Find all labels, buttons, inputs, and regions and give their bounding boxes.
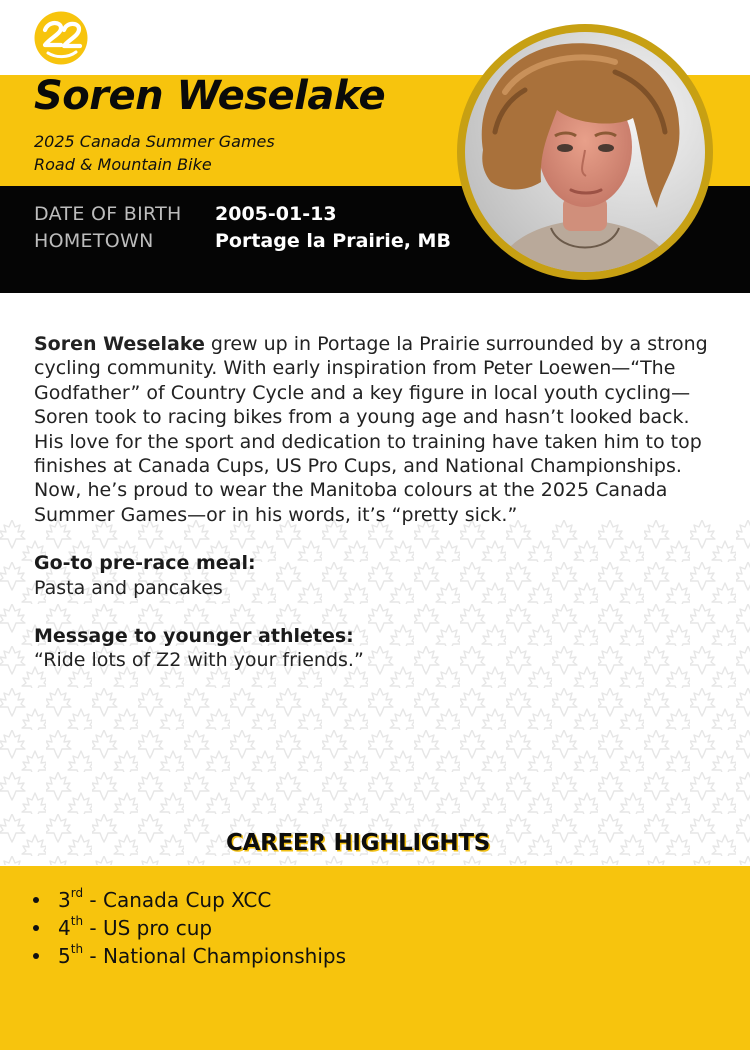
meal-question: Go-to pre-race meal:	[34, 552, 256, 575]
bullet-icon	[33, 925, 39, 931]
message-answer: “Ride lots of Z2 with your friends.”	[34, 649, 364, 672]
event-discipline: Road & Mountain Bike	[34, 155, 212, 174]
career-highlights-list	[30, 886, 346, 970]
meal-answer: Pasta and pancakes	[34, 576, 223, 599]
highlight-item	[30, 914, 346, 942]
career-highlights-title: CAREER HIGHLIGHTS	[226, 830, 490, 856]
highlight-text: - US pro cup	[83, 916, 213, 940]
dob-label: DATE OF BIRTH	[34, 203, 182, 225]
dob-value: 2005-01-13	[215, 203, 337, 225]
hometown-value: Portage la Prairie, MB	[215, 230, 451, 252]
highlight-text: - Canada Cup XCC	[83, 888, 272, 912]
athlete-name: Soren Weselake	[34, 73, 386, 119]
event-info	[34, 130, 275, 176]
bullet-icon	[33, 897, 39, 903]
highlight-rank-suffix: rd	[70, 886, 84, 901]
highlight-rank-suffix: th	[70, 942, 84, 957]
highlight-item	[30, 942, 346, 970]
highlight-text: - National Championships	[83, 944, 346, 968]
athlete-bio	[34, 332, 724, 673]
bullet-icon	[33, 953, 39, 959]
highlight-rank: 4	[58, 916, 71, 940]
hometown-label: HOMETOWN	[34, 230, 154, 252]
athlete-photo	[465, 32, 705, 272]
bio-paragraph	[34, 332, 724, 527]
athlete-photo-frame	[457, 24, 713, 280]
message-question: Message to younger athletes:	[34, 625, 354, 648]
highlight-rank-suffix: th	[70, 914, 84, 929]
bio-text: grew up in Portage la Prairie surrounded by a strong cycling community. With early inspiration from Peter Loewen—“The Godfather” of Country Cycle and a key figure in local youth cycling—Soren took to racing bikes from a young age and hasn’t looked back. His love for the sport and dedication to training have taken him to top finishes at Canada Cups, US Pro Cups, and National Championships. Now, he’s proud to wear the Manitoba colours at the 2025 Canada Summer Games—or in his words, it’s “pretty sick.”	[34, 333, 708, 526]
highlight-rank: 3	[58, 888, 71, 912]
z2-logo-icon	[34, 11, 88, 65]
event-title: 2025 Canada Summer Games	[34, 132, 275, 151]
bio-lead-name: Soren Weselake	[34, 333, 205, 355]
highlight-item	[30, 886, 346, 914]
highlight-rank: 5	[58, 944, 71, 968]
